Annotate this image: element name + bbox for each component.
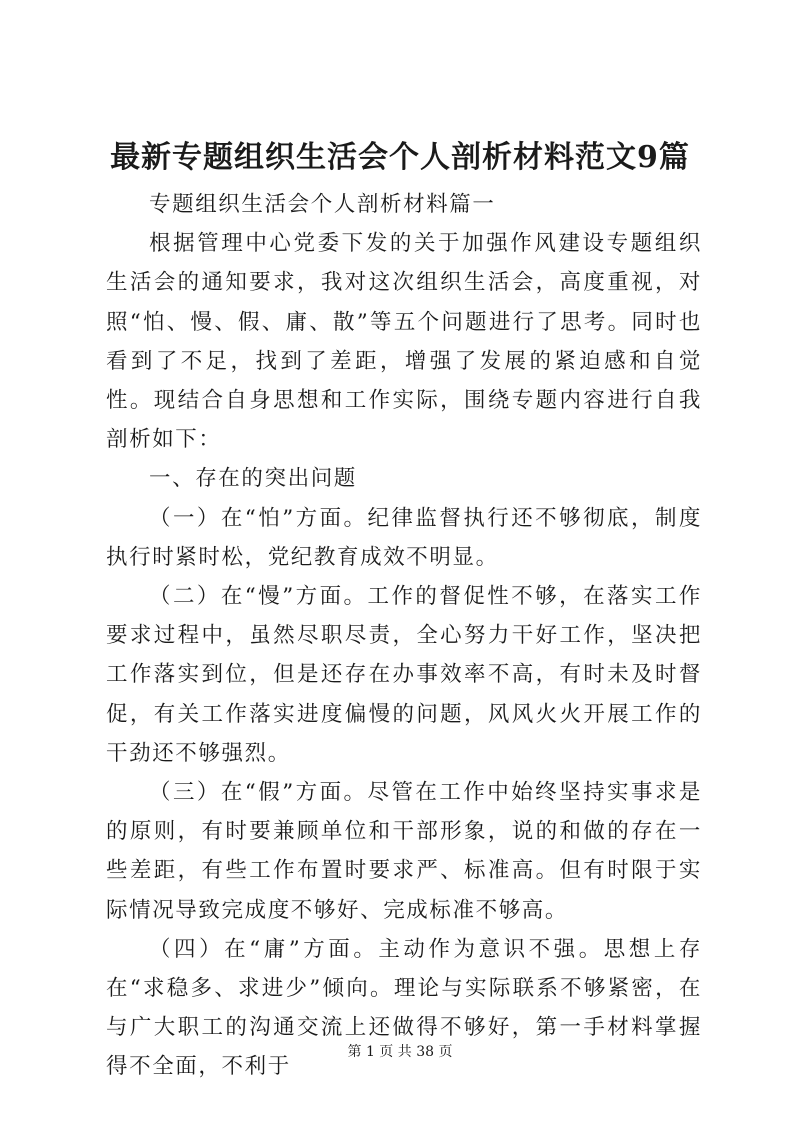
body-paragraph: （四）在“庸”方面。主动作为意识不强。思想上存在“求稳多、求进少”倾向。理论与实际联系不够紧密，在与广大职工的沟通交流上还做得不够好，第一手材料掌握得不全面，不利于 <box>106 936 702 1080</box>
body-paragraph: （三）在“假”方面。尽管在工作中始终坚持实事求是的原则，有时要兼顾单位和干部形象，说的和做的存在一些差距，有些工作布置时要求严、标准高。但有时限于实际情况导致完成度不够好、完成标准不够高。 <box>106 780 702 923</box>
document-body <box>106 185 702 1087</box>
body-paragraph: （一）在“怕”方面。纪律监督执行还不够彻底，制度执行时紧时松，党纪教育成效不明显。 <box>106 505 702 570</box>
section-heading: 专题组织生活会个人剖析材料篇一 <box>149 192 496 217</box>
document-title: 最新专题组织生活会个人剖析材料范文9篇 <box>110 140 690 175</box>
body-paragraph: 根据管理中心党委下发的关于加强作风建设专题组织生活会的通知要求，我对这次组织生活会，高度重视，对照“怕、慢、假、庸、散”等五个问题进行了思考。同时也看到了不足，找到了差距，增强了发展的紧迫感和自觉性。现结合自身思想和工作实际，围绕专题内容进行自我剖析如下： <box>106 231 702 453</box>
body-paragraph: （二）在“慢”方面。工作的督促性不够，在落实工作要求过程中，虽然尽职尽责，全心努力干好工作，坚决把工作落实到位，但是还存在办事效率不高，有时未及时督促，有关工作落实进度偏慢的问题，风风火火开展工作的干劲还不够强烈。 <box>106 584 702 766</box>
page-footer: 第 1 页 共 38 页 <box>347 1044 453 1060</box>
section-heading: 一、存在的突出问题 <box>149 466 357 492</box>
